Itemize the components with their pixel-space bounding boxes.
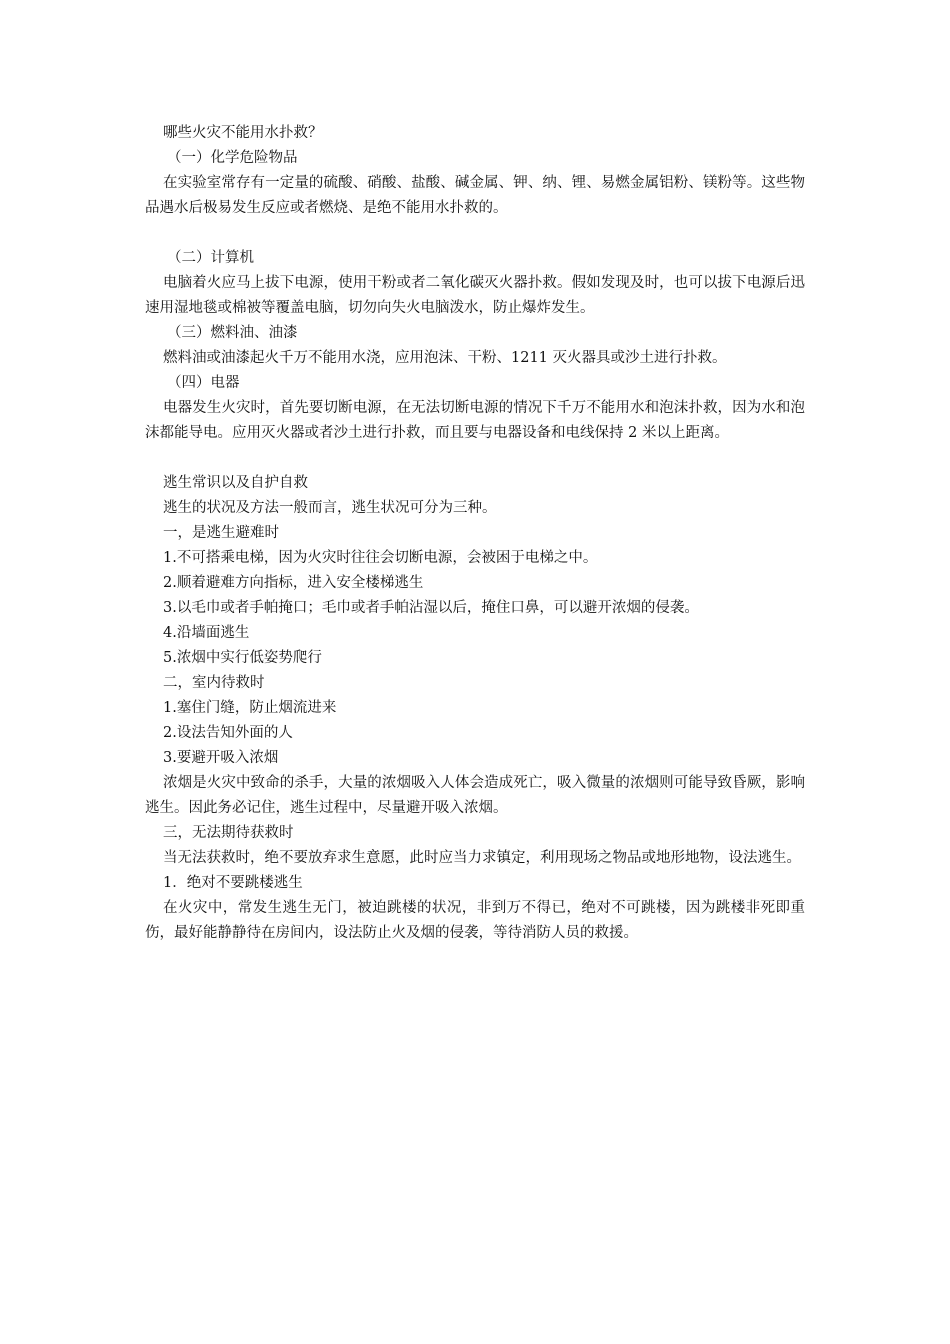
- list-item: 3.以毛巾或者手帕掩口；毛巾或者手帕沾湿以后，掩住口鼻，可以避开浓烟的侵袭。: [163, 600, 699, 616]
- blank-line: [145, 221, 805, 246]
- document-page: [145, 121, 805, 946]
- section-heading-electrical: （四）电器: [167, 375, 240, 391]
- section-heading-computer: （二）计算机: [167, 250, 254, 266]
- part1-heading: 一，是逃生避难时: [163, 525, 279, 541]
- part3-item-heading: 1．绝对不要跳楼逃生: [163, 875, 303, 891]
- section-body-electrical: 电器发生火灾时，首先要切断电源，在无法切断电源的情况下千万不能用水和泡沫扑救，因为水和泡沫都能导电。应用灭火器或者沙土进行扑救，而且要与电器设备和电线保持 2 米以上距离。: [145, 400, 805, 441]
- blank-line: [145, 446, 805, 471]
- part2-heading: 二，室内待救时: [163, 675, 265, 691]
- part3-item-body: 在火灾中，常发生逃生无门，被迫跳楼的状况，非到万不得已，绝对不可跳楼，因为跳楼非死即重伤，最好能静静待在房间内，设法防止火及烟的侵袭，等待消防人员的救援。: [145, 900, 805, 941]
- list-item: 5.浓烟中实行低姿势爬行: [163, 650, 322, 666]
- part3-heading: 三，无法期待获救时: [163, 825, 294, 841]
- escape-title: 逃生常识以及自护自救: [163, 475, 308, 491]
- part3-body: 当无法获救时，绝不要放弃求生意愿，此时应当力求镇定，利用现场之物品或地形地物，设法逃生。: [163, 850, 801, 866]
- section-body-chemicals: 在实验室常存有一定量的硫酸、硝酸、盐酸、碱金属、钾、纳、锂、易燃金属铝粉、镁粉等。这些物品遇水后极易发生反应或者燃烧、是绝不能用水扑救的。: [145, 175, 805, 216]
- section-heading-oil-paint: （三）燃料油、油漆: [167, 325, 298, 341]
- list-item: 2.顺着避难方向指标，进入安全楼梯逃生: [163, 575, 424, 591]
- list-item: 4.沿墙面逃生: [163, 625, 250, 641]
- section-body-computer: 电脑着火应马上拔下电源，使用干粉或者二氧化碳灭火器扑救。假如发现及时，也可以拔下电源后迅速用湿地毯或棉被等覆盖电脑，切勿向失火电脑泼水，防止爆炸发生。: [145, 275, 805, 316]
- doc-title: 哪些火灾不能用水扑救？: [163, 125, 323, 141]
- list-item: 1.不可搭乘电梯，因为火灾时往往会切断电源，会被困于电梯之中。: [163, 550, 598, 566]
- list-item: 3.要避开吸入浓烟: [163, 750, 279, 766]
- escape-intro: 逃生的状况及方法一般而言，逃生状况可分为三种。: [163, 500, 497, 516]
- section-body-oil-paint: 燃料油或油漆起火千万不能用水浇，应用泡沫、干粉、1211 灭火器具或沙土进行扑救。: [163, 350, 727, 366]
- list-item: 2.设法告知外面的人: [163, 725, 293, 741]
- section-heading-chemicals: （一）化学危险物品: [167, 150, 298, 166]
- part2-body: 浓烟是火灾中致命的杀手，大量的浓烟吸入人体会造成死亡，吸入微量的浓烟则可能导致昏厥，影响逃生。因此务必记住，逃生过程中，尽量避开吸入浓烟。: [145, 775, 805, 816]
- list-item: 1.塞住门缝，防止烟流进来: [163, 700, 337, 716]
